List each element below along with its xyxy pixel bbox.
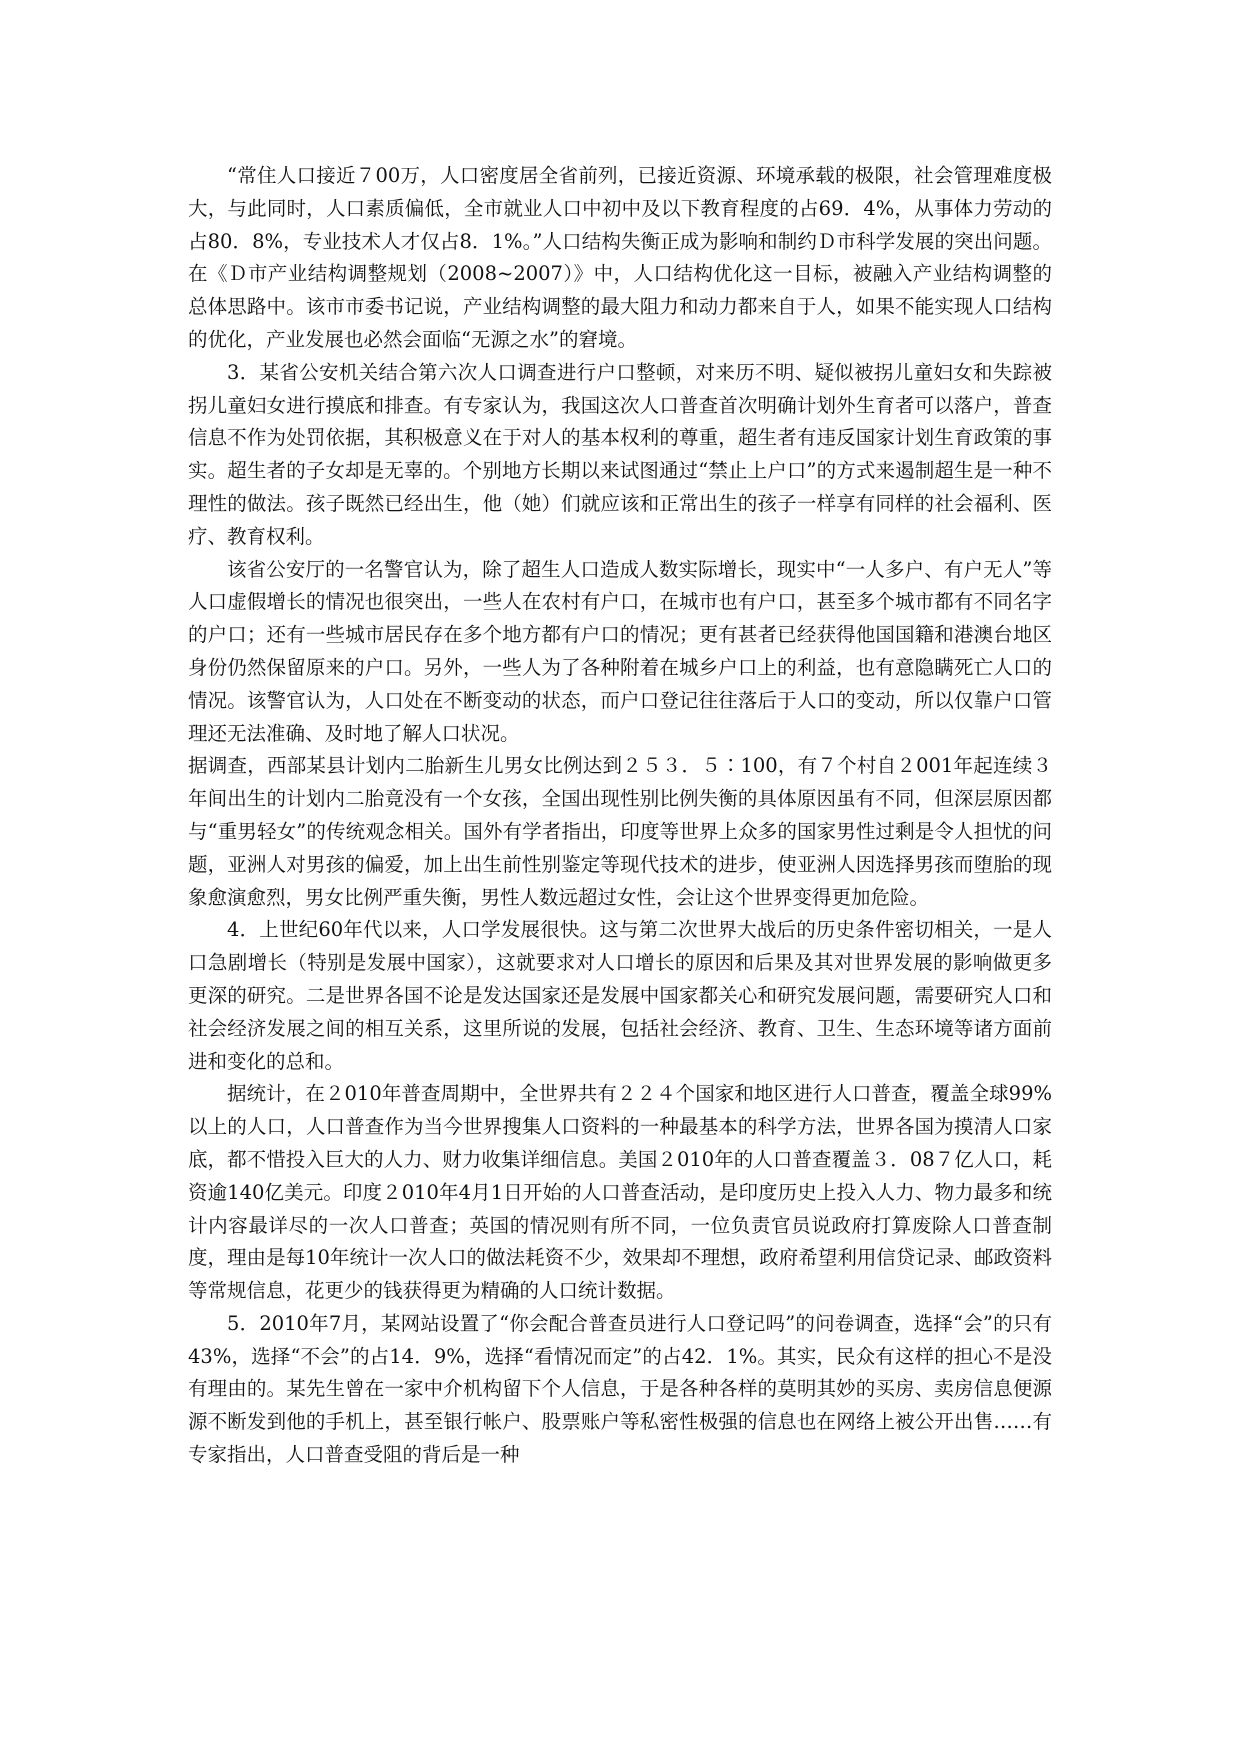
paragraph-police-officer-opinion: 该省公安厅的一名警官认为，除了超生人口造成人数实际增长，现实中“一人多户、有户无人”等人口虚假增长的情况也很突出，一些人在农村有户口，在城市也有户口，甚至多个城市都有不同名字的户口；还有一些城市居民存在多个地方都有户口的情况；更有甚者已经获得他国国籍和港澳台地区身份仍然保留原来的户口。另外，一些人为了各种附着在城乡户口上的利益，也有意隐瞒死亡人口的情况。该警官认为，人口处在不断变动的状态，而户口登记往往落后于人口的变动，所以仅靠户口管理还无法准确、及时地了解人口状况。 [188, 557, 1052, 745]
paragraph-item-4-demography: 4．上世纪60年代以来，人口学发展很快。这与第二次世界大战后的历史条件密切相关，一是人口急剧增长（特别是发展中国家），这就要求对人口增长的原因和后果及其对世界发展的影响做更多更深的研究。二是世界各国不论是发达国家还是发展中国家都关心和研究发展问题，需要研究人口和社会经济发展之间的相互关系，这里所说的发展，包括社会经济、教育、卫生、生态环境等诸方面前进和变化的总和。 [188, 918, 1052, 1073]
paragraph-item-5-online-survey: 5．2010年7月，某网站设置了“你会配合普查员进行人口登记吗”的问卷调查，选择“会”的只有43%，选择“不会”的占14．9%，选择“看情况而定”的占42．1%。其实，民众有这样的担心不是没有理由的。某先生曾在一家中介机构留下个人信息，于是各种各样的莫明其妙的买房、卖房信息便源源不断发到他的手机上，甚至银行帐户、股票账户等私密性极强的信息也在网络上被公开出售……有专家指出，人口普查受阻的背后是一种 [188, 1311, 1052, 1467]
paragraph-population-structure: “常住人口接近７00万，人口密度居全省前列，已接近资源、环境承载的极限，社会管理难度极大，与此同时，人口素质偏低，全市就业人口中初中及以下教育程度的占69．4%，从事体力劳动的占80．8%，专业技术人才仅占8．1%。”人口结构失衡正成为影响和制约Ｄ市科学发展的突出问题。在《Ｄ市产业结构调整规划（2008~2007）》中，人口结构优化这一目标，被融入产业结构调整的总体思路中。该市市委书记说，产业结构调整的最大阻力和动力都来自于人，如果不能实现人口结构的优化，产业发展也必然会面临“无源之水”的窘境。 [188, 164, 1052, 351]
paragraph-census-statistics: 据统计，在２010年普查周期中，全世界共有２２４个国家和地区进行人口普查，覆盖全球99%以上的人口，人口普查作为当今世界搜集人口资料的一种最基本的科学方法，世界各国为摸清人口家底，都不惜投入巨大的人力、财力收集详细信息。美国２010年的人口普查覆盖３．08７亿人口，耗资逾140亿美元。印度２010年4月1日开始的人口普查活动，是印度历史上投入人力、物力最多和统计内容最详尽的一次人口普查；英国的情况则有所不同，一位负责官员说政府打算废除人口普查制度，理由是每10年统计一次人口的做法耗资不少，效果却不理想，政府希望利用信贷记录、邮政资料等常规信息，花更少的钱获得更为精确的人口统计数据。 [188, 1082, 1052, 1303]
paragraph-sex-ratio-survey: 据调查，西部某县计划内二胎新生儿男女比例达到２５３．５∶100，有７个村自２001年起连续３年间出生的计划内二胎竟没有一个女孩，全国出现性别比例失衡的具体原因虽有不同，但深层原因都与“重男轻女”的传统观念相关。国外有学者指出，印度等世界上众多的国家男性过剩是令人担忧的问题，亚洲人对男孩的偏爱，加上出生前性别鉴定等现代技术的进步，使亚洲人因选择男孩而堕胎的现象愈演愈烈，男女比例严重失衡，男性人数远超过女性，会让这个世界变得更加危险。 [188, 754, 1052, 909]
paragraph-item-3-household-registration: 3．某省公安机关结合第六次人口调查进行户口整顿，对来历不明、疑似被拐儿童妇女和失踪被拐儿童妇女进行摸底和排查。有专家认为，我国这次人口普查首次明确计划外生育者可以落户，普查信息不作为处罚依据，其积极意义在于对人的基本权利的尊重，超生者有违反国家计划生育政策的事实。超生者的子女却是无辜的。个别地方长期以来试图通过“禁止上户口”的方式来遏制超生是一种不理性的做法。孩子既然已经出生，他（她）们就应该和正常出生的孩子一样享有同样的社会福利、医疗、教育权利。 [188, 360, 1052, 548]
document-body [188, 160, 1052, 1472]
